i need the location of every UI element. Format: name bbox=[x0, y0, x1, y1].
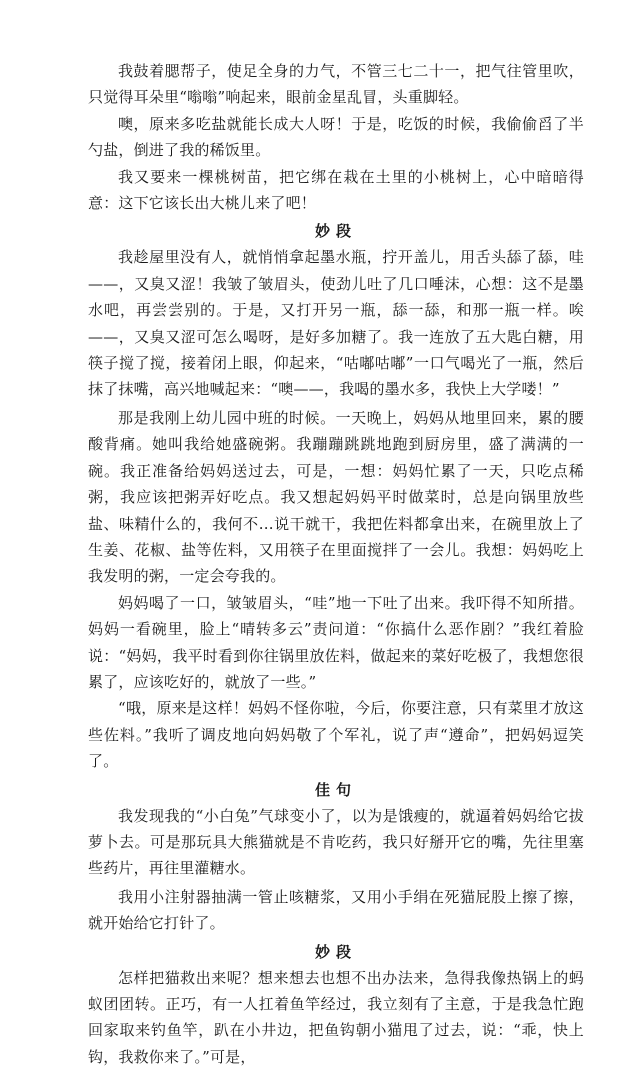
paragraph: 我又要来一棵桃树苗，把它绑在栽在土里的小桃树上，心中暗暗得意：这下它该长出大桃儿来了吧！ bbox=[88, 167, 584, 213]
section-heading: 妙段 bbox=[314, 222, 357, 241]
paragraph: 我趁屋里没有人，就悄悄拿起墨水瓶，拧开盖儿，用舌头舔了舔，哇——，又臭又涩！我皱了皱眉头，使劲儿吐了几口唾沫，心想：这不是墨水吧，再尝尝别的。于是，又打开另一瓶，舔一舔，和那一瓶一样。唉——，又臭又涩可怎么喝呀，是好多加糖了。我一连放了五大匙白糖，用筷子搅了搅，接着闭上眼，仰起来，“咕嘟咕嘟”一口气喝光了一瓶，然后抹了抹嘴，高兴地喊起来：“噢——，我喝的墨水多，我快上大学喽！” bbox=[88, 248, 584, 399]
section-heading: 佳句 bbox=[314, 780, 357, 799]
paragraph: 怎样把猫救出来呢？想来想去也想不出办法来，急得我像热锅上的蚂蚁团团转。正巧，有一人扛着鱼竿经过，我立刻有了主意，于是我急忙跑回家取来钓鱼竿，趴在小井边，把鱼钩朝小猫甩了过去，说：“乖，快上钩，我救你来了。”可是， bbox=[88, 968, 584, 1066]
paragraph: 那是我刚上幼儿园中班的时候。一天晚上，妈妈从地里回来，累的腰酸背痛。她叫我给她盛碗粥。我蹦蹦跳跳地跑到厨房里，盛了满满的一碗。我正准备给妈妈送过去，可是，一想：妈妈忙累了一天，只吃点稀粥，我应该把粥弄好吃点。我又想起妈妈平时做菜时，总是向锅里放些盐、味精什么的，我何不…说干就干，我把佐料都拿出来，在碗里放上了生姜、花椒、盐等佐料，又用筷子在里面搅拌了一会儿。我想：妈妈吃上我发明的粥，一定会夸我的。 bbox=[88, 408, 584, 586]
paragraph: 我发现我的“小白兔”气球变小了，以为是饿瘦的，就逼着妈妈给它拔萝卜去。可是那玩具大熊猫就是不肯吃药，我只好掰开它的嘴，先往里塞些药片，再往里灌糖水。 bbox=[88, 806, 584, 878]
paragraph: 我用小注射器抽满一管止咳糖浆，又用小手绢在死猫屁股上擦了擦，就开始给它打针了。 bbox=[88, 887, 584, 933]
paragraph: 我鼓着腮帮子，使足全身的力气，不管三七二十一，把气往管里吹，只觉得耳朵里“嗡嗡”响起来，眼前金星乱冒，头重脚轻。 bbox=[88, 62, 584, 107]
paragraph: 噢，原来多吃盐就能长成大人呀！于是，吃饭的时候，我偷偷舀了半勺盐，倒进了我的稀饭里。 bbox=[88, 114, 584, 160]
paragraph: 妈妈喝了一口，皱皱眉头，“哇”地一下吐了出来。我吓得不知所措。妈妈一看碗里，脸上“晴转多云”责问道：“你搞什么恶作剧？”我红着脸说：“妈妈，我平时看到你往锅里放佐料，做起来的菜好吃极了，我想您很累了，应该吃好的，就放了一些。” bbox=[88, 593, 584, 691]
section-heading: 妙段 bbox=[314, 942, 357, 961]
document-page bbox=[88, 58, 584, 1070]
paragraph: “哦，原来是这样！妈妈不怪你啦，今后，你要注意，只有菜里才放这些佐料。”我听了调皮地向妈妈敬了个军礼，说了声“遵命”，把妈妈逗笑了。 bbox=[88, 699, 584, 771]
